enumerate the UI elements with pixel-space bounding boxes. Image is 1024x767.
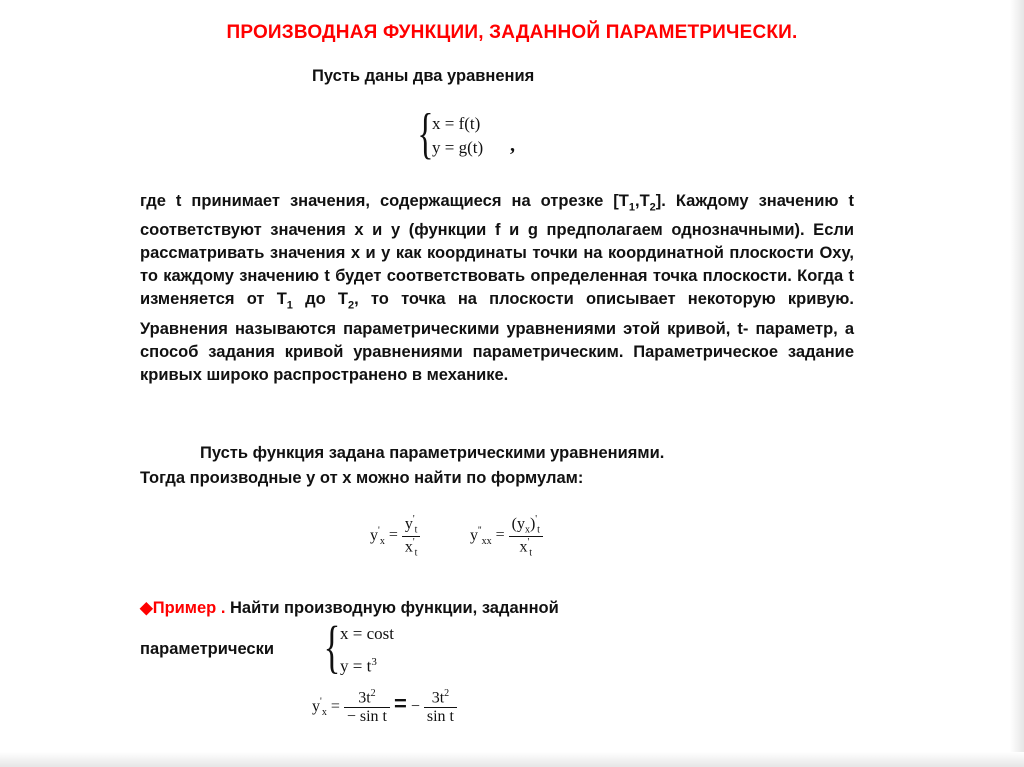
para-part-4: до T [292, 290, 348, 309]
result-formula: $y'_x$ = $\frac{3t^2}{\text{− sin t}}$ = − $\frac{3t^2}{\text{sin t}}$ [312, 688, 457, 726]
para-part-5: , то точка на плоскости описывает некоторую кривую. Уравнения называются параметрическими уравнениями этой кривой, t- параметр, а способ задания кривой уравнениями параметрическим. Параметрическое задание кривых широко распространено в механике. [140, 290, 854, 384]
parametric-word: параметрически [140, 640, 274, 658]
example-label: Пример . [152, 599, 226, 617]
formula-first-derivative [370, 514, 420, 558]
para-sub-4: 2 [347, 299, 355, 312]
result-fraction-1: $\frac{3t^2}{\text{− sin t}}$ [344, 688, 390, 726]
f2-eq: = [495, 526, 505, 544]
f1-eq: = [388, 526, 398, 544]
example-system [340, 620, 394, 681]
para-part-3: ]. Каждому значению t соответствуют значения x и y (функции f и g предполагаем однозначными). Если рассматривать значения x и y как координаты точки на координатной плоскости Oxy, то каждому значению t будет соответствовать определенная точка плоскости. Когда t изменяется от T [140, 192, 854, 309]
para-part-2: ,T [635, 192, 650, 210]
f1-fraction: $\frac{y'_t}{x'_t}$ [402, 514, 421, 558]
formula-second-derivative [470, 514, 543, 558]
slide-shadow-bottom [0, 752, 1024, 767]
example-line [140, 598, 559, 618]
parametric-system [432, 112, 483, 160]
example-text: Найти производную функции, заданной [225, 599, 559, 617]
then-line: Тогда производные y от x можно найти по формулам: [140, 469, 584, 487]
f2-fraction: $\frac{(y_x)'_t}{x'_t}$ [509, 514, 543, 558]
system-line-y: y = g(t) [432, 138, 484, 157]
system-line-x: x = f(t) [432, 114, 481, 133]
slide-title: ПРОИЗВОДНАЯ ФУНКЦИИ, ЗАДАННОЙ ПАРАМЕТРИЧЕСКИ. [226, 22, 798, 43]
para-part-1: где t принимает значения, содержащиеся на отрезке [T [140, 192, 629, 210]
result-big-equals: = [393, 690, 407, 716]
result-minus: − [410, 697, 420, 715]
example-system-brace: { [323, 614, 341, 679]
f2-lhs: $y''_{xx}$ [470, 525, 492, 547]
system-comma: , [510, 134, 515, 156]
f1-lhs: $y'_x$ [370, 525, 385, 547]
body-paragraph [140, 190, 854, 387]
example-line-x: x = cost [340, 624, 394, 643]
result-lhs: $y'_x$ [312, 696, 327, 719]
para-sub-3: 1 [286, 299, 293, 312]
system-brace: { [417, 103, 434, 165]
function-line: Пусть функция задана параметрическими уравнениями. [200, 444, 665, 462]
result-fraction-2: $\frac{3t^2}{\text{sin t}}$ [424, 688, 457, 726]
para-sub-2: 2 [649, 201, 656, 214]
para-sub-1: 1 [628, 201, 635, 214]
example-line-y: $y = t^3$ [340, 656, 377, 676]
diamond-bullet-icon: ◆ [140, 599, 153, 617]
slide-shadow-right [1010, 0, 1024, 767]
intro-text: Пусть даны два уравнения [312, 67, 535, 85]
